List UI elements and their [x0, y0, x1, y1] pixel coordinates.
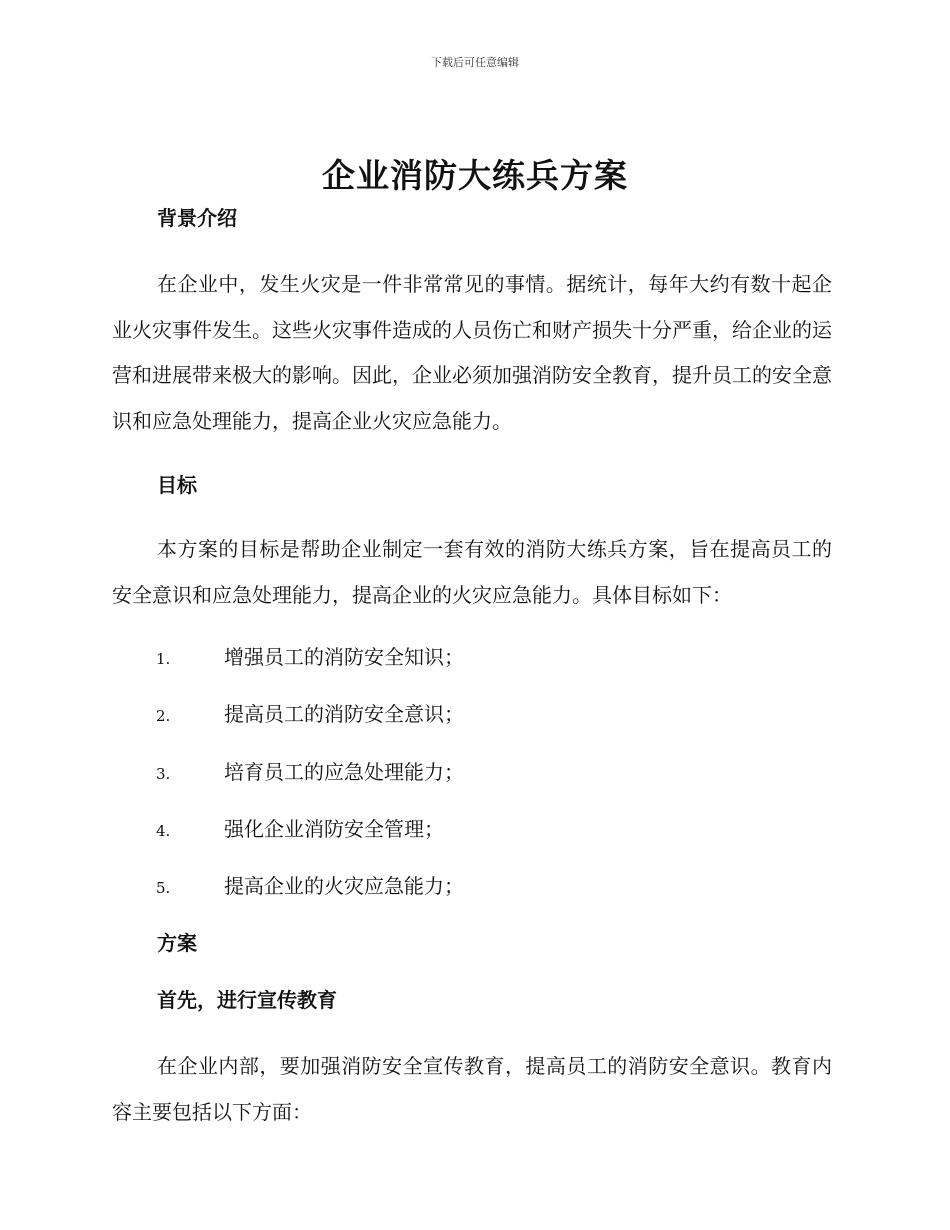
list-item-number: 3.	[156, 764, 171, 783]
list-item-text: 提高员工的消防安全意识；	[224, 702, 464, 727]
list-item-number: 1.	[156, 650, 171, 668]
list-item	[112, 641, 832, 698]
document-title: 企业消防大练兵方案	[322, 156, 628, 195]
goals-paragraph: 本方案的目标是帮助企业制定一套有效的消防大练兵方案，旨在提高员工的安全意识和应急处理能力，提高企业的火灾应急能力。具体目标如下：	[112, 537, 832, 607]
list-item-text: 增强员工的消防安全知识；	[224, 645, 464, 669]
list-item-number: 5.	[156, 879, 171, 898]
document-body	[112, 202, 832, 1135]
section-heading-background: 背景介绍	[157, 206, 237, 230]
list-item	[112, 756, 832, 813]
plan-paragraph: 在企业内部，要加强消防安全宣传教育，提高员工的消防安全意识。教育内容主要包括以下方面：	[112, 1054, 832, 1124]
header-note: 下载后可任意编辑	[431, 56, 519, 69]
section-heading-goals: 目标	[157, 473, 197, 497]
list-item	[112, 698, 832, 755]
list-item	[112, 870, 832, 927]
goals-list	[112, 641, 832, 927]
section-subheading-publicity: 首先，进行宣传教育	[157, 988, 337, 1013]
section-heading-plan: 方案	[157, 931, 197, 956]
background-paragraph: 在企业中，发生火灾是一件非常常见的事情。据统计，每年大约有数十起企业火灾事件发生。这些火灾事件造成的人员伤亡和财产损失十分严重，给企业的运营和进展带来极大的影响。因此，企业必须加强消防安全教育，提升员工的安全意识和应急处理能力，提高企业火灾应急能力。	[112, 272, 832, 433]
list-item-text: 强化企业消防安全管理；	[224, 816, 444, 841]
list-item	[112, 813, 832, 870]
list-item-text: 培育员工的应急处理能力；	[224, 759, 464, 784]
list-item-number: 2.	[156, 707, 171, 726]
list-item-number: 4.	[156, 821, 171, 840]
list-item-text: 提高企业的火灾应急能力；	[224, 874, 464, 899]
